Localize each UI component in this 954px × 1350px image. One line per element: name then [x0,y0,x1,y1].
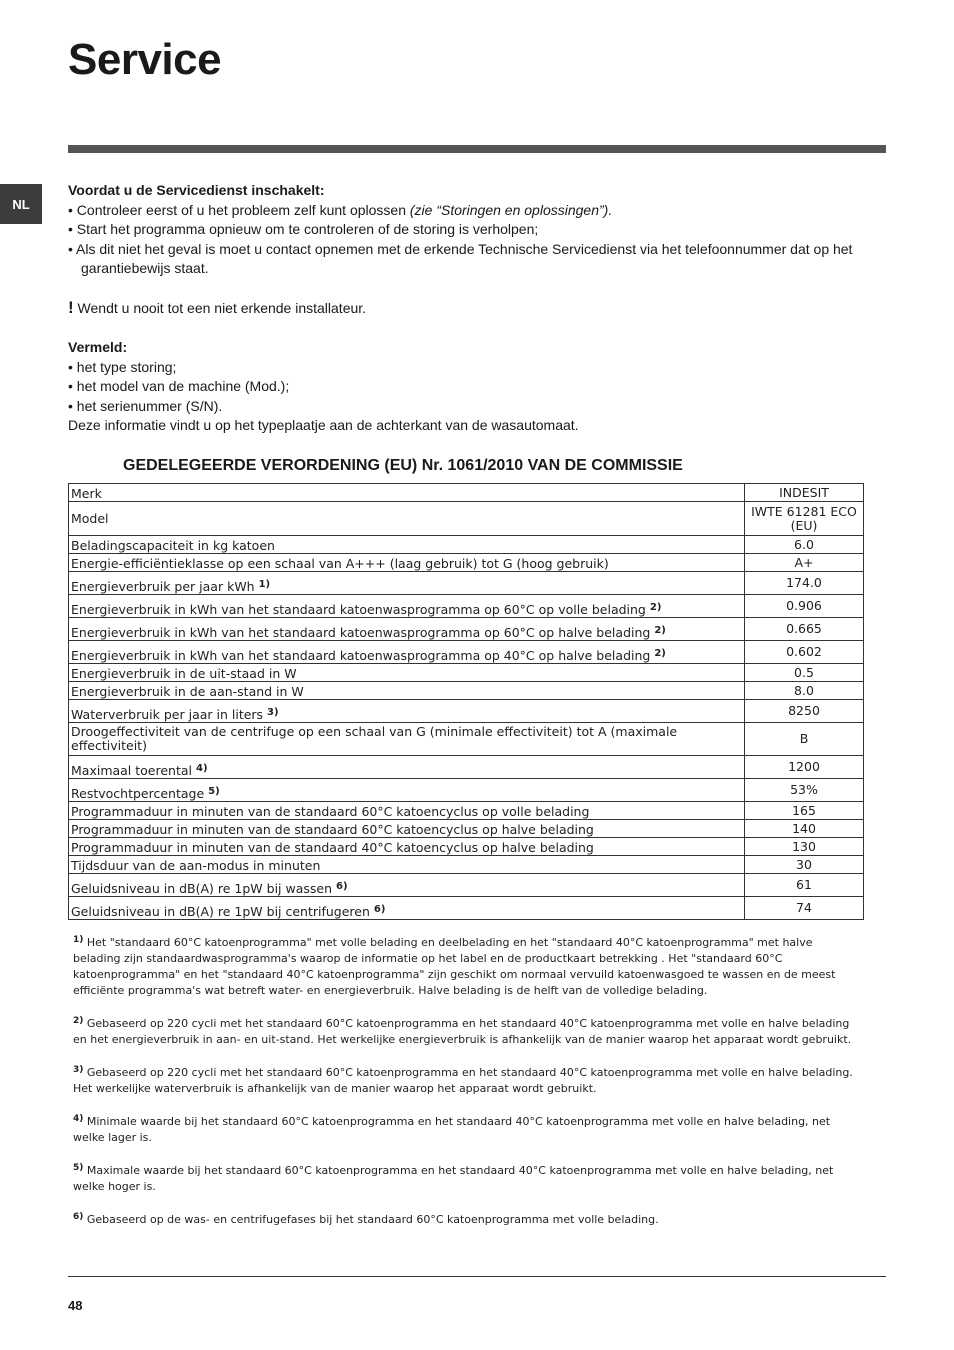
footnote-ref: 5) [208,786,220,797]
language-tab: NL [0,184,42,224]
service-intro [68,181,886,436]
list-item: • Als dit niet het geval is moet u contact opnemen met de erkende Technische Servicedienst via het telefoonnummer dat op het garantiebewijs staat. [68,240,886,279]
footer-divider [68,1276,886,1277]
table-row: Programmaduur in minuten van de standaard 60°C katoencyclus op halve belading 140 [69,820,864,838]
table-row: Energieverbruik in kWh van het standaard katoenwasprogramma op 60°C op volle belading $^{2)}$ 0.906 [69,595,864,618]
table-row: Energieverbruik per jaar kWh $^{1)}$ 174.0 [69,572,864,595]
mention-heading: Vermeld: [68,339,128,355]
footnote: $^{1)}$ Het "standaard 60°C katoenprogramma" met volle belading en deelbelading en het "standaard 40°C katoenprogramma" met halve belading zijn standaardwasprogramma's waarop de informatie op het label en de productkaart betrekking . Het "standaard 60°C katoenprogramma" en het "standaard 40°C katoenprogramma" zijn geschikt om normaal vervuild katoenwasgoed te wassen en de meest efficiënte programma's wat betreft water- en energieverbruik. Halve belading is de helft van de volledige belading. [73,935,836,997]
table-row: Geluidsniveau in dB(A) re 1pW bij wassen $^{6)}$ 61 [69,874,864,897]
warning-note: ! Wendt u nooit tot een niet erkende installateur. [68,298,367,317]
page-number: 48 [68,1298,83,1313]
list-item: • Start het programma opnieuw om te controleren of de storing is verholpen; [68,220,886,240]
footnotes [73,932,863,1242]
table-row: Geluidsniveau in dB(A) re 1pW bij centrifugeren $^{6)}$ 74 [69,897,864,920]
table-row: Model IWTE 61281 ECO (EU) [69,502,864,536]
table-row: Waterverbruik per jaar in liters $^{3)}$ 8250 [69,700,864,723]
list-item: • Controleer eerst of u het probleem zelf kunt oplossen (zie “Storingen en oplossingen”). [68,201,886,221]
table-row: Programmaduur in minuten van de standaard 40°C katoencyclus op halve belading 130 [69,838,864,856]
before-service-heading: Voordat u de Servicedienst inschakelt: [68,182,325,198]
table-row: Energieverbruik in de aan-stand in W 8.0 [69,682,864,700]
footnote-ref: 2) [649,602,662,613]
footnote-ref: 6) [373,904,386,915]
footnote-ref: 4) [196,763,208,774]
product-fiche-table [68,483,864,920]
info-location-text: Deze informatie vindt u op het typeplaatje aan de achterkant van de wasautomaat. [68,417,579,433]
mention-list [68,358,886,417]
table-row: Energieverbruik in de uit-staad in W 0.5 [69,664,864,682]
list-item: • het model van de machine (Mod.); [68,377,886,397]
regulation-title: GEDELEGEERDE VERORDENING (EU) Nr. 1061/2010 VAN DE COMMISSIE [123,457,683,474]
footnote: $^{3)}$ Gebaseerd op 220 cycli met het standaard 60°C katoenprogramma en het standaard 40°C katoenprogramma met volle en halve belading. Het werkelijke waterverbruik is afhankelijk van de manier waarop het apparaat wordt gebruikt. [73,1065,853,1095]
table-row: Beladingscapaciteit in kg katoen 6.0 [69,536,864,554]
footnote: $^{6)}$ Gebaseerd op de was- en centrifugefases bij het standaard 60°C katoenprogramma met volle belading. [73,1212,659,1226]
table-row: Maximaal toerental $^{4)}$ 1200 [69,756,864,779]
before-service-list [68,201,886,279]
title-divider [68,145,886,153]
list-item: • het type storing; [68,358,886,378]
footnote-ref: 6) [336,881,348,892]
table-row: Programmaduur in minuten van de standaard 60°C katoencyclus op volle belading 165 [69,802,864,820]
table-row: Energieverbruik in kWh van het standaard katoenwasprogramma op 60°C op halve belading $^{2)}$ 0.665 [69,618,864,641]
footnote-ref: 2) [654,648,666,659]
table-row: Restvochtpercentage $^{5)}$ 53% [69,779,864,802]
footnote: $^{4)}$ Minimale waarde bij het standaard 60°C katoenprogramma en het standaard 40°C katoenprogramma met volle en halve belading, net welke lager is. [73,1114,831,1144]
page-title: Service [68,35,222,84]
table-row: Droogeffectiviteit van de centrifuge op een schaal van G (minimale effectiviteit) tot A (maximale effectiviteit) B [69,723,864,756]
footnote-ref: 2) [654,625,666,636]
footnote: $^{2)}$ Gebaseerd op 220 cycli met het standaard 60°C katoenprogramma en het standaard 40°C katoenprogramma met volle en halve belading en het energieverbruik in aan- en uit-stand. Het werkelijke energieverbruik is afhankelijk van de manier waarop het apparaat wordt gebruikt. [73,1016,852,1046]
footnote-ref: 3) [267,707,279,718]
warning-icon: ! [68,298,74,317]
table-row: Energie-efficiëntieklasse op een schaal van A+++ (laag gebruik) tot G (hoog gebruik) A+ [69,554,864,572]
footnote: $^{5)}$ Maximale waarde bij het standaard 60°C katoenprogramma en het standaard 40°C katoenprogramma met volle en halve belading, net welke hoger is. [73,1163,834,1193]
footnote-ref: 1) [258,579,271,590]
table-row: Merk INDESIT [69,484,864,502]
cross-reference: (zie “Storingen en oplossingen”). [409,201,613,218]
table-row: Tijdsduur van de aan-modus in minuten 30 [69,856,864,874]
list-item: • het serienummer (S/N). [68,397,886,417]
table-row: Energieverbruik in kWh van het standaard katoenwasprogramma op 40°C op halve belading $^{2)}$ 0.602 [69,641,864,664]
